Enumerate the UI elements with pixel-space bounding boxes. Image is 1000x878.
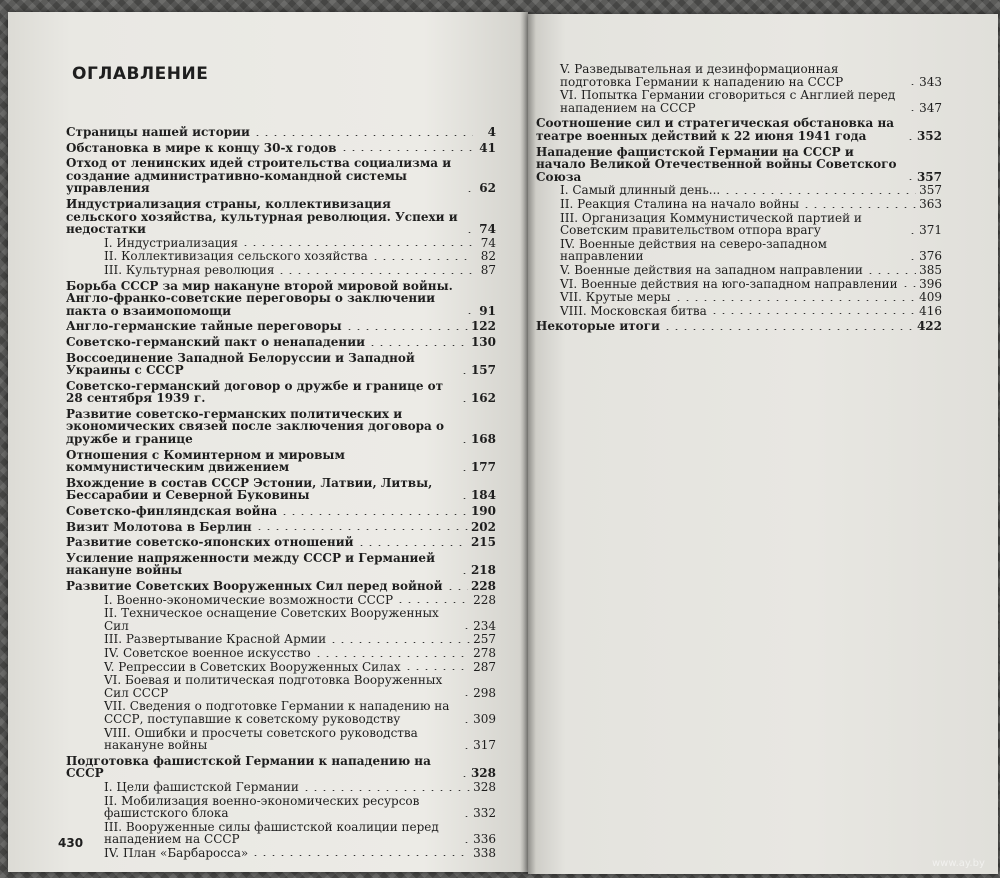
entry-title: VI. Боевая и политическая подготовка Вооруженных Сил СССР	[104, 673, 443, 700]
toc-subentry	[536, 305, 942, 318]
toc-entry	[66, 126, 496, 139]
dot-leader	[908, 233, 916, 234]
entry-page: 162	[470, 391, 496, 406]
entry-title: II. Реакция Сталина на начало войны	[560, 196, 799, 211]
dot-leader	[901, 286, 916, 287]
entry-page: 74	[479, 222, 496, 237]
entry-page: 184	[470, 488, 496, 503]
entry-title: IV. Военные действия на северо-западном направлении	[560, 236, 827, 264]
entry-page: 409	[919, 290, 942, 305]
dot-leader	[460, 442, 468, 443]
entry-page: 328	[473, 779, 496, 794]
toc-subentry	[66, 700, 496, 725]
entry-title: Усиление напряженности между СССР и Германией накануне войны	[66, 550, 435, 578]
dot-leader	[396, 602, 470, 603]
dot-leader	[465, 313, 473, 314]
toc-subentry	[536, 278, 942, 291]
watermark: www.ay.by	[932, 858, 985, 869]
entry-page: 336	[473, 832, 496, 847]
entry-title: II. Коллективизация сельского хозяйства	[104, 249, 368, 264]
entry-title: Воссоединение Западной Белоруссии и Западной Украины с СССР	[66, 350, 415, 378]
toc-entry	[66, 336, 496, 349]
dot-leader	[460, 573, 468, 574]
entry-page: 287	[473, 659, 496, 674]
dot-leader	[460, 498, 468, 499]
entry-title: Индустриализация страны, коллективизация сельского хозяйства, культурная революция. Успехи и недостатки	[66, 196, 458, 237]
toc-heading: ОГЛАВЛЕНИЕ	[72, 64, 209, 84]
dot-leader	[255, 529, 468, 530]
dot-leader	[908, 259, 916, 260]
toc-subentry	[536, 89, 942, 114]
dot-leader	[460, 776, 468, 777]
toc-subentry	[66, 727, 496, 752]
entry-page: 317	[473, 738, 496, 753]
toc-entry	[66, 157, 496, 195]
entry-title: IV. Советское военное искусство	[104, 645, 311, 660]
dot-leader	[802, 207, 916, 208]
entry-title: Борьба СССР за мир накануне второй мировой войны. Англо-франко-советские переговоры о заключении пакта о взаимопомощи	[66, 278, 453, 318]
dot-leader	[460, 373, 468, 374]
toc-entry	[66, 142, 496, 155]
dot-leader	[723, 193, 916, 194]
entry-page: 376	[919, 249, 942, 264]
page-number: 430	[58, 836, 84, 850]
dot-leader	[357, 545, 468, 546]
dot-leader	[368, 345, 468, 346]
entry-page: 347	[919, 100, 942, 115]
entry-page: 130	[470, 334, 496, 349]
toc-subentry	[536, 264, 942, 277]
entry-page: 371	[919, 223, 942, 238]
toc-subentry	[66, 633, 496, 646]
entry-title: Нападение фашистской Германии на СССР и начало Великой Отечественной войны Советского Союза	[536, 144, 897, 184]
toc-right-column	[536, 63, 942, 334]
entry-title: Развитие советско-германских политических и экономических связей после заключения договора о дружбе и границе	[66, 406, 445, 447]
entry-title: Обстановка в мире к концу 30-х годов	[66, 140, 337, 155]
dot-leader	[663, 329, 914, 330]
entry-title: VI. Попытка Германии сговориться с Англией перед нападением на СССР	[560, 88, 896, 115]
entry-page: 343	[919, 74, 942, 89]
entry-title: VIII. Ошибки и просчеты советского руководства накануне войны	[104, 725, 418, 753]
toc-entry	[536, 320, 942, 333]
entry-page: 4	[487, 125, 496, 139]
toc-entry	[66, 580, 496, 593]
dot-leader	[462, 695, 470, 696]
entry-title: I. Военно-экономические возможности СССР	[104, 592, 394, 607]
entry-page: 357	[919, 183, 942, 198]
toc-subentry	[536, 63, 942, 88]
entry-title: III. Развертывание Красной Армии	[104, 632, 327, 647]
entry-title: II. Мобилизация военно-экономических ресурсов фашистского блока	[104, 793, 420, 821]
entry-page: 168	[470, 432, 496, 447]
entry-page: 385	[919, 262, 942, 277]
dot-leader	[280, 514, 468, 515]
entry-page: 190	[470, 504, 496, 519]
entry-title: I. Самый длинный день...	[560, 183, 721, 198]
entry-title: Некоторые итоги	[536, 319, 660, 334]
toc-entry	[66, 408, 496, 446]
toc-subentry	[66, 781, 496, 794]
entry-title: Отход от ленинских идей строительства социализма и создание административно-командной системы управления	[66, 156, 452, 196]
entry-title: V. Военные действия на западном направлении	[560, 262, 863, 277]
entry-title: Отношения с Коминтерном и мировым коммунистическим движением	[66, 447, 345, 475]
toc-entry	[66, 521, 496, 534]
entry-page: 363	[919, 196, 942, 211]
entry-page: 357	[916, 169, 942, 184]
toc-subentry	[66, 674, 496, 699]
entry-page: 91	[479, 303, 496, 318]
entry-page: 228	[470, 579, 496, 593]
toc-subentry	[66, 795, 496, 820]
dot-leader	[241, 245, 473, 246]
toc-subentry	[536, 184, 942, 197]
entry-title: Советско-германский договор о дружбе и границе от 28 сентября 1939 г.	[66, 378, 444, 406]
dot-leader	[404, 669, 470, 670]
dot-leader	[371, 259, 473, 260]
entry-page: 422	[916, 319, 942, 334]
toc-entry	[66, 552, 496, 577]
entry-page: 338	[473, 845, 496, 860]
toc-subentry	[536, 212, 942, 237]
dot-leader	[302, 790, 470, 791]
toc-subentry	[66, 847, 496, 860]
toc-subentry	[66, 594, 496, 607]
toc-subentry	[536, 291, 942, 304]
toc-entry	[66, 505, 496, 518]
toc-subentry	[66, 237, 496, 250]
entry-title: V. Репрессии в Советских Вооруженных Силах	[104, 659, 401, 674]
entry-title: V. Разведывательная и дезинформационная подготовка Германии к нападению на СССР	[560, 62, 844, 89]
entry-title: III. Вооруженные силы фашистской коалиции перед нападением на СССР	[104, 819, 439, 847]
entry-title: III. Организация Коммунистической партией и Советским правительством отпора врагу	[560, 210, 862, 238]
dot-leader	[314, 656, 470, 657]
toc-subentry	[66, 661, 496, 674]
toc-entry	[66, 477, 496, 502]
entry-page: 309	[473, 711, 496, 726]
toc-subentry	[536, 198, 942, 211]
dot-leader	[908, 110, 916, 111]
dot-leader	[710, 313, 916, 314]
entry-page: 62	[479, 181, 496, 196]
dot-leader	[251, 855, 470, 856]
dot-leader	[866, 273, 916, 274]
entry-title: IV. План «Барбаросса»	[104, 845, 249, 860]
entry-page: 298	[473, 685, 496, 700]
toc-subentry	[66, 264, 496, 277]
dot-leader	[329, 642, 470, 643]
dot-leader	[906, 179, 914, 180]
entry-page: 82	[480, 249, 496, 264]
entry-title: VI. Военные действия на юго-западном направлении	[560, 276, 898, 291]
toc-entry	[536, 146, 942, 184]
dot-leader	[674, 300, 917, 301]
toc-entry	[66, 320, 496, 333]
entry-page: 352	[916, 128, 942, 143]
entry-page: 278	[473, 645, 496, 660]
toc-entry	[66, 755, 496, 780]
dot-leader	[277, 273, 473, 274]
book-gutter	[520, 12, 536, 874]
dot-leader	[465, 191, 473, 192]
toc-subentry	[536, 238, 942, 263]
entry-title: VII. Сведения о подготовке Германии к нападению на СССР, поступавшие к советскому руководству	[104, 699, 450, 726]
dot-leader	[462, 722, 470, 723]
entry-page: 177	[470, 460, 496, 475]
entry-page: 416	[919, 303, 942, 318]
dot-leader	[906, 139, 914, 140]
toc-subentry	[66, 821, 496, 846]
entry-page: 41	[479, 140, 496, 155]
toc-left-column	[66, 126, 496, 860]
entry-title: Советско-германский пакт о ненападении	[66, 334, 366, 349]
entry-title: I. Индустриализация	[104, 235, 239, 250]
entry-page: 257	[473, 632, 496, 647]
toc-subentry	[66, 647, 496, 660]
toc-subentry	[66, 250, 496, 263]
entry-page: 157	[470, 363, 496, 378]
entry-page: 234	[473, 618, 496, 633]
entry-title: VIII. Московская битва	[560, 303, 707, 318]
entry-title: Визит Молотова в Берлин	[66, 519, 252, 534]
entry-page: 74	[480, 235, 496, 250]
entry-page: 332	[473, 806, 496, 821]
entry-page: 396	[919, 276, 942, 291]
dot-leader	[462, 842, 470, 843]
entry-page: 87	[480, 262, 496, 277]
entry-title: Вхождение в состав СССР Эстонии, Латвии, Литвы, Бессарабии и Северной Буковины	[66, 475, 433, 503]
toc-entry	[536, 117, 942, 142]
dot-leader	[462, 748, 470, 749]
toc-entry	[66, 536, 496, 549]
toc-entry	[66, 280, 496, 318]
entry-page: 228	[473, 592, 496, 607]
entry-title: Подготовка фашистской Германии к нападению на СССР	[66, 753, 431, 781]
dot-leader	[253, 135, 473, 136]
entry-page: 202	[470, 519, 496, 534]
entry-title: Советско-финляндская война	[66, 504, 278, 519]
entry-title: Соотношение сил и стратегическая обстановка на театре военных действий к 22 июня 1941 года	[536, 116, 895, 143]
dot-leader	[460, 401, 468, 402]
entry-title: III. Культурная революция	[104, 262, 275, 277]
dot-leader	[345, 329, 468, 330]
entry-title: Развитие Советских Вооруженных Сил перед войной	[66, 579, 443, 593]
toc-entry	[66, 380, 496, 405]
entry-page: 218	[470, 563, 496, 578]
entry-title: II. Техническое оснащение Советских Вооруженных Сил	[104, 606, 439, 633]
toc-entry	[66, 352, 496, 377]
entry-title: Англо-германские тайные переговоры	[66, 319, 342, 334]
dot-leader	[465, 232, 473, 233]
entry-page: 215	[470, 535, 496, 550]
entry-title: VII. Крутые меры	[560, 290, 671, 305]
dot-leader	[462, 628, 470, 629]
entry-title: Развитие советско-японских отношений	[66, 535, 354, 550]
dot-leader	[908, 84, 916, 85]
dot-leader	[460, 470, 468, 471]
entry-page: 328	[470, 766, 496, 781]
entry-title: Страницы нашей истории	[66, 125, 250, 139]
toc-subentry	[66, 607, 496, 632]
dot-leader	[340, 150, 474, 151]
dot-leader	[462, 816, 470, 817]
entry-title: I. Цели фашистской Германии	[104, 779, 299, 794]
dot-leader	[446, 589, 468, 590]
toc-entry	[66, 449, 496, 474]
toc-entry	[66, 198, 496, 236]
entry-page: 122	[470, 319, 496, 334]
